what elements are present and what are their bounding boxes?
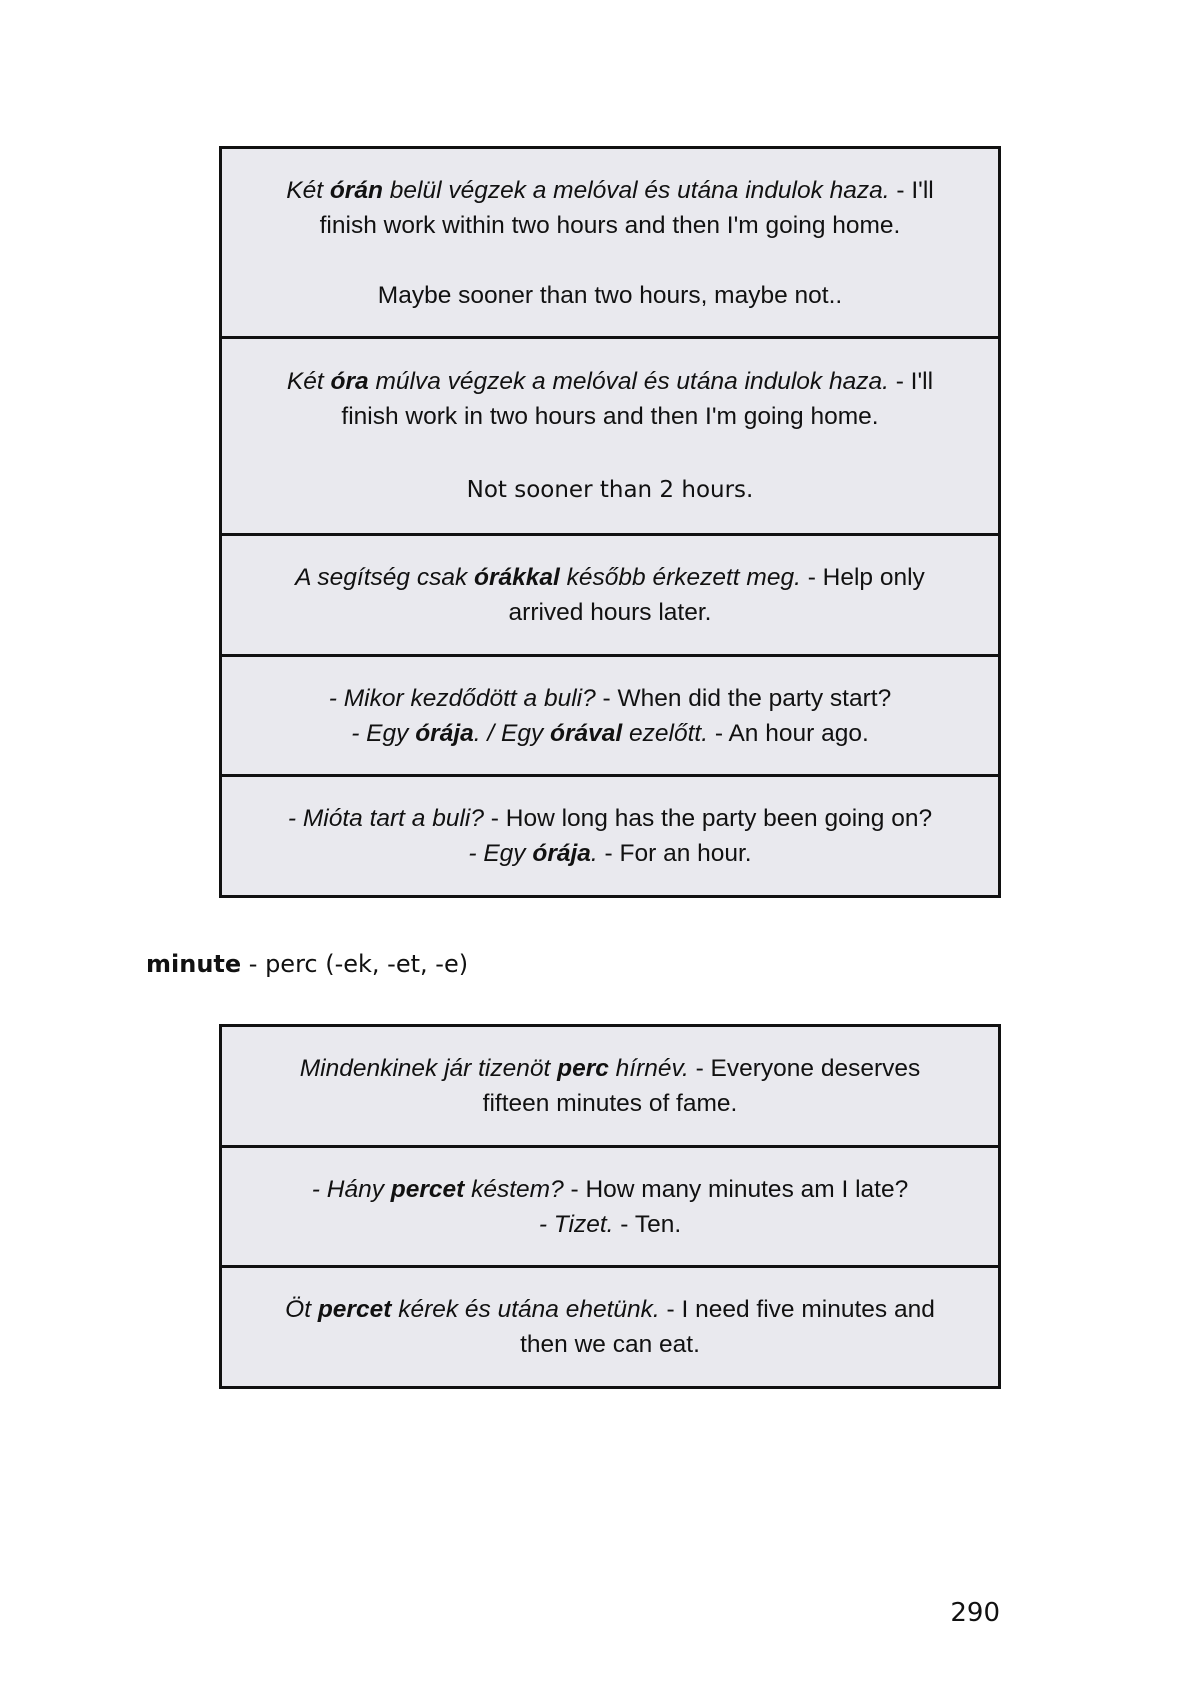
example-line: Öt percet kérek és utána ehetünk. - I need five minutes and (285, 1296, 935, 1323)
dialogue-answer: - Tizet. - Ten. (538, 1210, 682, 1238)
keyword: órákkal (474, 564, 560, 591)
example-row (222, 657, 998, 777)
vocabulary-heading (146, 947, 468, 981)
dialogue-question: - Hány percet késtem? - How many minutes am I late? (311, 1175, 909, 1203)
example-row (222, 1268, 998, 1389)
usage-note: Maybe sooner than two hours, maybe not.. (377, 281, 843, 309)
keyword: óra (330, 368, 369, 395)
translation-line: finish work in two hours and then I'm going home. (341, 403, 879, 430)
dialogue-question: - Mióta tart a buli? - How long has the party been going on? (287, 805, 933, 832)
keyword: percet (317, 1296, 392, 1323)
example-line: A segítség csak órákkal később érkezett meg. - Help only (295, 564, 925, 591)
page-number: 290 (950, 1598, 1000, 1628)
keyword: órája (415, 719, 474, 747)
dialogue-answer: - Egy órája. / Egy órával ezelőtt. - An hour ago. (351, 719, 869, 747)
examples-table-minute (219, 1024, 1001, 1389)
example-line: Két órán belül végzek a melóval és utána indulok haza. - I'll (286, 176, 934, 204)
example-row (222, 1027, 998, 1148)
example-line: Mindenkinek jár tizenöt perc hírnév. - Everyone deserves (299, 1055, 921, 1082)
keyword: órával (550, 719, 623, 747)
example-row (222, 777, 998, 898)
dialogue-answer: - Egy órája. - For an hour. (468, 840, 752, 867)
dialogue-question: - Mikor kezdődött a buli? - When did the party start? (328, 684, 892, 712)
headword-translation: - perc (-ek, -et, -e) (241, 950, 469, 978)
headword: minute (146, 950, 242, 978)
translation-line: then we can eat. (520, 1331, 700, 1358)
example-row (222, 339, 998, 536)
example-row (222, 1148, 998, 1268)
translation-line: fifteen minutes of fame. (482, 1090, 738, 1117)
keyword: órája (532, 840, 591, 867)
example-line: Két óra múlva végzek a melóval és utána indulok haza. - I'll (286, 368, 934, 395)
example-row (222, 536, 998, 657)
example-row (222, 149, 998, 339)
translation-line: arrived hours later. (508, 599, 712, 626)
keyword: percet (390, 1175, 465, 1203)
translation-line: finish work within two hours and then I'm going home. (319, 211, 901, 239)
examples-table-hour (219, 146, 1001, 898)
usage-note: Not sooner than 2 hours. (466, 477, 754, 503)
keyword: órán (329, 176, 383, 204)
keyword: perc (557, 1055, 609, 1082)
